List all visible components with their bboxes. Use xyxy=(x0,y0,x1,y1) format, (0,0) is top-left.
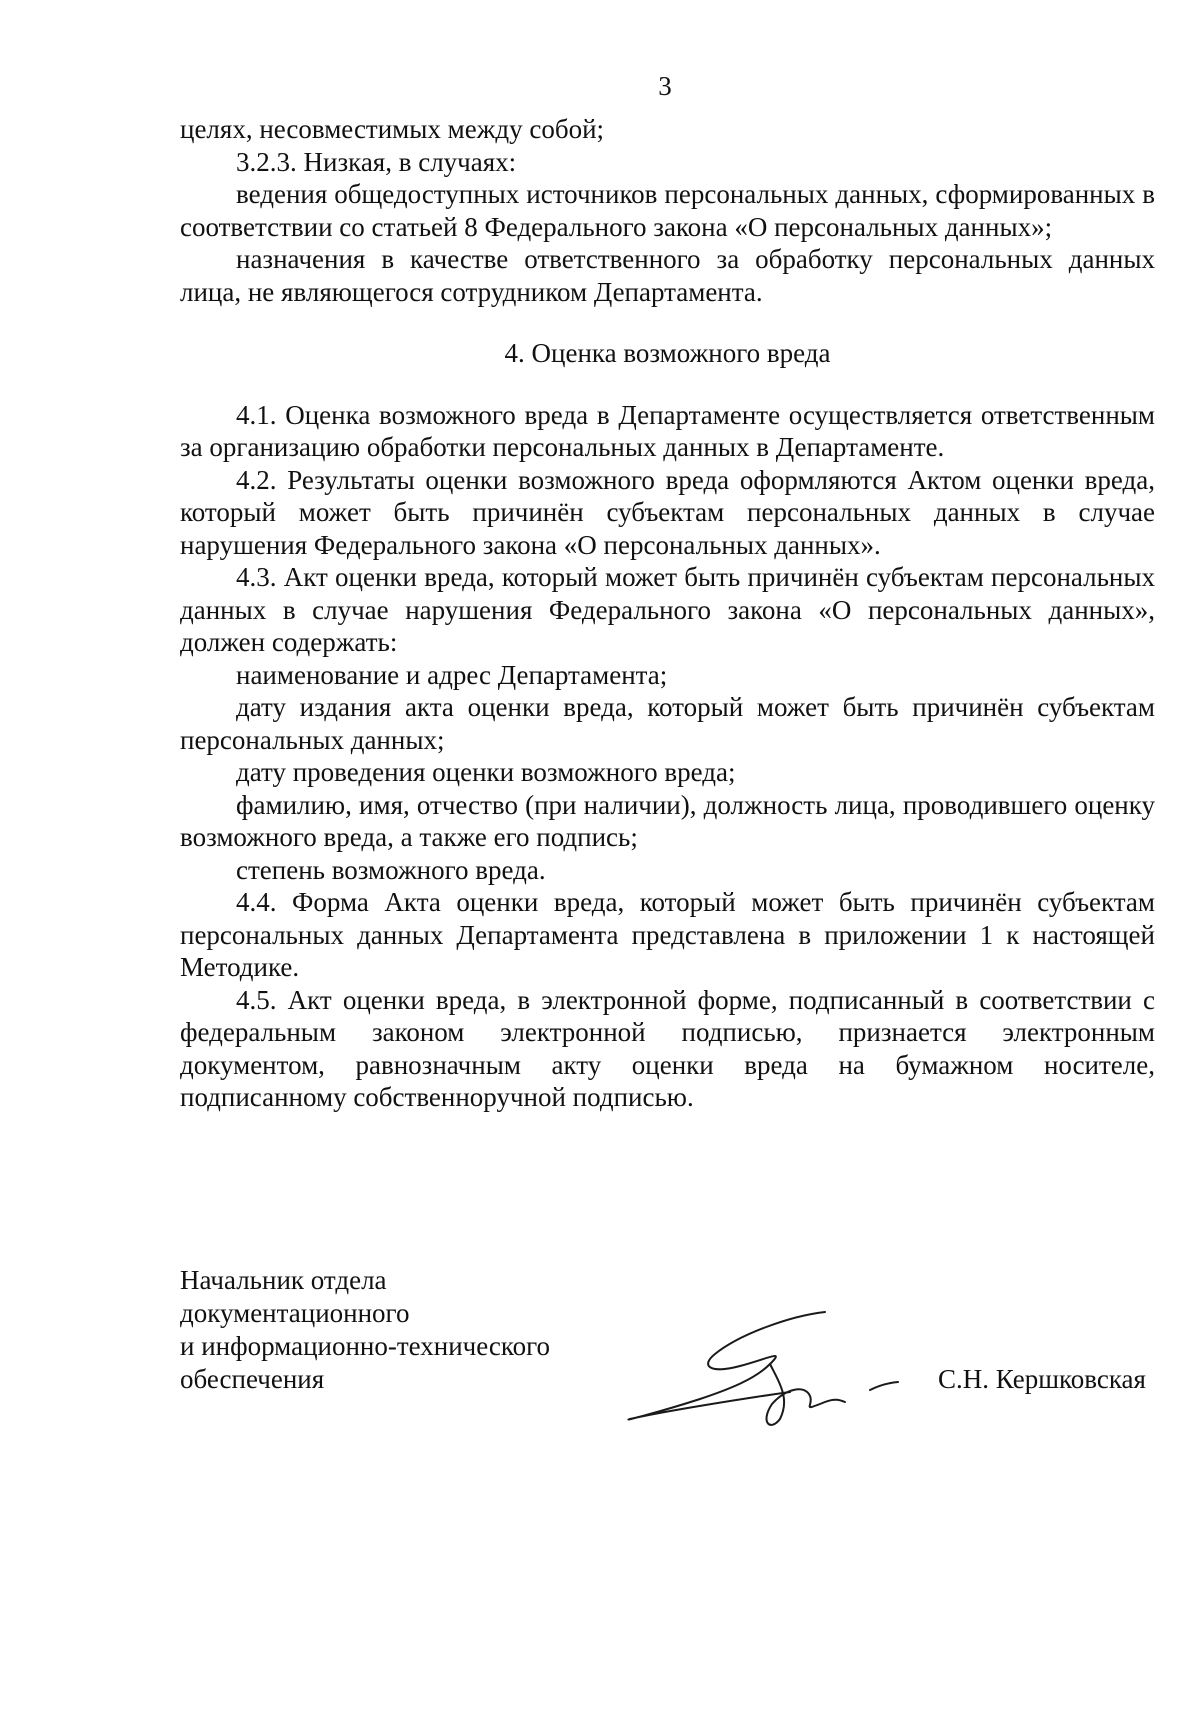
signer-position xyxy=(180,1264,600,1396)
handwritten-signature xyxy=(620,1304,900,1434)
paragraph-clause-4-3: 4.3. Акт оценки вреда, который может быть причинён субъектам персональных данных в случае нарушения Федерального закона «О персональных данных», должен содержать: xyxy=(180,562,1155,657)
list-item-issue-date: дату издания акта оценки вреда, который может быть причинён субъектам персональных данных; xyxy=(180,692,1155,755)
signer-position-line: Начальник отдела xyxy=(180,1265,387,1295)
section-heading: 4. Оценка возможного вреда xyxy=(504,338,831,368)
signer-position-line: обеспечения xyxy=(180,1364,325,1394)
paragraph-continuation: целях, несовместимых между собой; xyxy=(180,114,605,144)
list-item-assessment-date: дату проведения оценки возможного вреда; xyxy=(236,757,736,787)
page-number: 3 xyxy=(658,71,672,101)
list-item-harm-degree: степень возможного вреда. xyxy=(236,854,546,885)
paragraph-responsible-person: назначения в качестве ответственного за обработку персональных данных лица, не являющегося сотрудником Департамента. xyxy=(180,244,1155,307)
list-item-name-address: наименование и адрес Департамента; xyxy=(236,659,668,690)
signature-block xyxy=(180,1264,1180,1414)
list-item-assessor: фамилию, имя, отчество (при наличии), должность лица, проводившего оценку возможного вреда, а также его подпись; xyxy=(180,789,1155,852)
paragraph-clause-4-2: 4.2. Результаты оценки возможного вреда оформляются Актом оценки вреда, который может быть причинён субъектам персональных данных в случае нарушения Федерального закона «О персональных данных». xyxy=(180,464,1155,560)
signer-position-line: и информационно-технического xyxy=(180,1331,551,1361)
signer-name: С.Н. Кершковская xyxy=(938,1364,1146,1394)
paragraph-clause-4-4: 4.4. Форма Акта оценки вреда, который может быть причинён субъектам персональных данных Департамента представлена в приложении 1 к настоящей Методике. xyxy=(180,887,1155,982)
signer-position-line: документационного xyxy=(180,1298,410,1328)
paragraph-clause-3-2-3: 3.2.3. Низкая, в случаях: xyxy=(236,146,517,177)
paragraph-clause-4-1: 4.1. Оценка возможного вреда в Департаменте осуществляется ответственным за организацию обработки персональных данных в Департаменте. xyxy=(180,399,1155,462)
paragraph-public-sources: ведения общедоступных источников персональных данных, сформированных в соответствии со статьей 8 Федерального закона «О персональных данных»; xyxy=(180,179,1155,242)
document-body xyxy=(180,113,1155,1114)
paragraph-clause-4-5: 4.5. Акт оценки вреда, в электронной форме, подписанный в соответствии с федеральным законом электронной подписью, признается электронным документом, равнозначным акту оценки вреда на бумажном носителе, подписанному собственноручной подписью. xyxy=(180,984,1155,1112)
